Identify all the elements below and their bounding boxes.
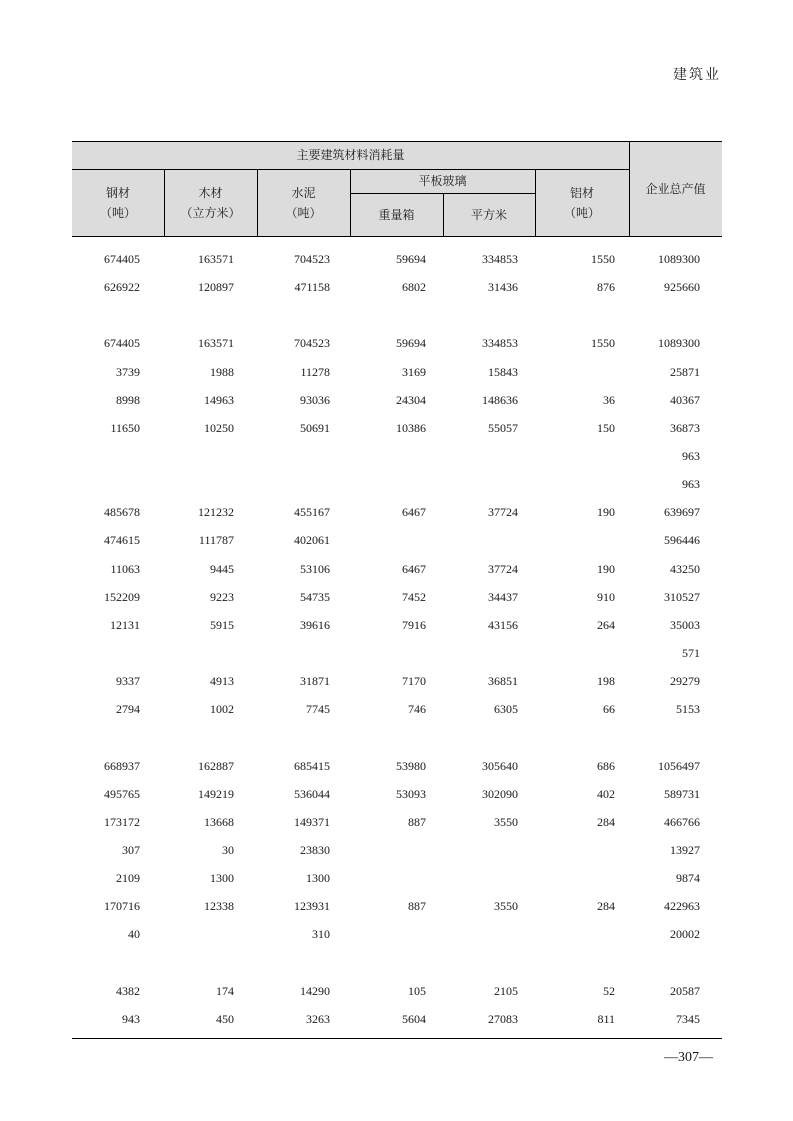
cell-steel: 674405 [104,252,140,266]
header-cement [257,169,350,237]
cell-output: 29279 [670,674,700,689]
cell-steel: 943 [122,1011,140,1026]
cell-steel: 668937 [104,758,140,773]
cell-glass-box: 24304 [396,392,426,407]
header-group-label [72,141,629,169]
cell-wood: 30 [222,842,234,857]
cell-cement: 149371 [294,814,330,829]
cell-output: 963 [682,477,700,492]
cell-glass-sqm: 3550 [494,814,518,829]
header-output-label: 企业总产值 [645,182,706,196]
table-row [72,378,722,406]
cell-glass-box: 53980 [396,758,426,773]
cell-steel: 485678 [104,505,140,520]
cell-steel: 674405 [104,336,140,351]
table-row [72,237,722,265]
cell-cement: 93036 [300,392,330,407]
cell-aluminum: 52 [603,983,615,998]
cell-output: 9874 [676,871,700,886]
cell-glass-box: 887 [408,899,426,914]
cell-glass-sqm: 334853 [482,336,518,351]
cell-glass-box: 53093 [396,786,426,801]
table-row [72,884,722,912]
cell-output: 925660 [664,280,700,295]
header-glass-sqm [443,193,535,237]
cell-cement: 1300 [306,871,330,886]
cell-cement: 31871 [300,674,330,689]
cell-glass-box: 6802 [402,280,426,295]
cell-glass-box: 3169 [402,364,426,379]
header-steel-unit: （吨） [99,206,136,220]
cell-aluminum: 811 [597,1011,615,1026]
cell-steel: 474615 [104,533,140,548]
cell-output: 963 [682,448,700,463]
cell-glass-sqm: 37724 [488,505,518,520]
cell-output: 13927 [670,842,700,857]
table-row [72,912,722,940]
cell-glass-sqm: 27083 [488,1011,518,1026]
cell-wood: 1300 [210,871,234,886]
table-row [72,265,722,293]
table-row [72,547,722,575]
cell-glass-box: 7916 [402,617,426,632]
cell-aluminum: 686 [597,758,615,773]
cell-aluminum: 66 [603,702,615,717]
cell-wood: 120897 [198,280,234,295]
table-row [72,772,722,800]
cell-glass-sqm: 43156 [488,617,518,632]
cell-output: 466766 [664,814,700,829]
table-row [72,518,722,546]
header-steel [72,169,164,237]
cell-steel: 152209 [104,589,140,604]
cell-wood: 10250 [204,420,234,435]
cell-steel: 626922 [104,280,140,295]
cell-wood: 450 [216,1011,234,1026]
cell-output: 36873 [670,420,700,435]
cell-wood: 174 [216,983,234,998]
table-row [72,856,722,884]
cell-wood: 111787 [198,533,234,548]
cell-output: 1056497 [658,758,700,773]
cell-steel: 170716 [104,899,140,914]
cell-steel: 40 [128,927,140,942]
cell-aluminum: 876 [597,280,615,295]
table-row [72,715,722,743]
cell-cement: 54735 [300,589,330,604]
table-row [72,969,722,997]
table-row [72,406,722,434]
cell-steel: 11650 [110,420,140,435]
cell-aluminum: 284 [597,814,615,829]
cell-cement: 455167 [294,505,330,520]
cell-wood: 5915 [210,617,234,632]
table-row [72,490,722,518]
header-wood [164,169,257,237]
cell-aluminum: 264 [597,617,615,632]
cell-output: 20587 [670,983,700,998]
cell-glass-box: 5604 [402,1011,426,1026]
header-wood-unit: （立方米） [180,206,241,220]
cell-aluminum: 910 [597,589,615,604]
cell-output: 589731 [664,786,700,801]
cell-steel: 495765 [104,786,140,801]
cell-cement: 536044 [294,786,330,801]
cell-output: 43250 [670,561,700,576]
cell-cement: 23830 [300,842,330,857]
table-row [72,293,722,321]
header-glass-label: 平板玻璃 [418,174,467,188]
table-row [72,744,722,772]
cell-wood: 12338 [204,899,234,914]
header-glass-box [350,193,443,237]
cell-glass-box: 7452 [402,589,426,604]
header-cement-label: 水泥 [291,186,316,200]
table-row [72,434,722,462]
cell-output: 35003 [670,617,700,632]
cell-glass-sqm: 55057 [488,420,518,435]
cell-glass-sqm: 3550 [494,899,518,914]
cell-cement: 50691 [300,420,330,435]
running-head: 建筑业 [673,67,721,83]
cell-output: 40367 [670,392,700,407]
cell-glass-box: 59694 [396,252,426,266]
header-glass-box-label: 重量箱 [378,208,415,222]
cell-steel: 9337 [116,674,140,689]
cell-wood: 162887 [198,758,234,773]
header-wood-label: 木材 [198,186,223,200]
cell-cement: 704523 [294,336,330,351]
cell-glass-sqm: 6305 [494,702,518,717]
cell-glass-box: 105 [408,983,426,998]
table-row [72,321,722,349]
table-row [72,603,722,631]
cell-steel: 12131 [110,617,140,632]
cell-glass-sqm: 37724 [488,561,518,576]
table-row [72,631,722,659]
cell-cement: 3263 [306,1011,330,1026]
cell-steel: 2109 [116,871,140,886]
cell-output: 639697 [664,505,700,520]
cell-wood: 9445 [210,561,234,576]
cell-cement: 11278 [300,364,330,379]
cell-output: 1089300 [658,336,700,351]
cell-cement: 123931 [294,899,330,914]
table-row [72,350,722,378]
cell-glass-box: 10386 [396,420,426,435]
cell-glass-box: 6467 [402,561,426,576]
header-glass [350,169,535,193]
cell-glass-sqm: 31436 [488,280,518,295]
table-row [72,687,722,715]
cell-glass-sqm: 2105 [494,983,518,998]
cell-steel: 8998 [116,392,140,407]
cell-glass-sqm: 334853 [482,252,518,266]
cell-output: 5153 [676,702,700,717]
cell-glass-box: 59694 [396,336,426,351]
table-row [72,828,722,856]
cell-cement: 14290 [300,983,330,998]
cell-cement: 402061 [294,533,330,548]
header-output [629,141,722,237]
cell-output: 20002 [670,927,700,942]
cell-glass-box: 7170 [402,674,426,689]
cell-wood: 4913 [210,674,234,689]
cell-cement: 53106 [300,561,330,576]
cell-wood: 9223 [210,589,234,604]
page-number: —307— [664,1050,713,1065]
cell-steel: 3739 [116,364,140,379]
header-aluminum-unit: （吨） [563,206,600,220]
cell-glass-sqm: 15843 [488,364,518,379]
cell-aluminum: 190 [597,561,615,576]
cell-aluminum: 190 [597,505,615,520]
cell-glass-sqm: 302090 [482,786,518,801]
table-row [72,941,722,969]
cell-output: 422963 [664,899,700,914]
table-bottom-rule [72,1038,722,1039]
cell-aluminum: 402 [597,786,615,801]
cell-aluminum: 284 [597,899,615,914]
cell-output: 7345 [676,1011,700,1026]
cell-steel: 11063 [110,561,140,576]
cell-glass-box: 887 [408,814,426,829]
cell-aluminum: 150 [597,420,615,435]
cell-glass-box: 6467 [402,505,426,520]
table-row [72,659,722,687]
cell-output: 1089300 [658,252,700,266]
table-row [72,575,722,603]
cell-glass-sqm: 305640 [482,758,518,773]
cell-cement: 704523 [294,252,330,266]
cell-wood: 149219 [198,786,234,801]
table-row [72,997,722,1025]
cell-cement: 39616 [300,617,330,632]
cell-wood: 163571 [198,336,234,351]
table-row [72,800,722,828]
header-aluminum [535,169,629,237]
cell-glass-sqm: 36851 [488,674,518,689]
cell-aluminum: 1550 [591,336,615,351]
cell-cement: 310 [312,927,330,942]
cell-output: 596446 [664,533,700,548]
header-cement-unit: （吨） [285,206,322,220]
cell-wood: 14963 [204,392,234,407]
table-header [72,141,722,237]
cell-aluminum: 36 [603,392,615,407]
header-aluminum-label: 铝材 [569,186,594,200]
cell-output: 310527 [664,589,700,604]
cell-cement: 685415 [294,758,330,773]
cell-cement: 7745 [306,702,330,717]
cell-glass-sqm: 34437 [488,589,518,604]
cell-wood: 121232 [198,505,234,520]
table-row [72,462,722,490]
cell-output: 571 [682,645,700,660]
cell-steel: 173172 [104,814,140,829]
cell-steel: 2794 [116,702,140,717]
header-group-text: 主要建筑材料消耗量 [296,148,405,162]
table-body [72,237,722,1025]
header-steel-label: 钢材 [105,186,130,200]
cell-wood: 163571 [198,252,234,266]
cell-steel: 4382 [116,983,140,998]
cell-wood: 1988 [210,364,234,379]
cell-output: 25871 [670,364,700,379]
cell-glass-sqm: 148636 [482,392,518,407]
cell-steel: 307 [122,842,140,857]
cell-aluminum: 198 [597,674,615,689]
cell-glass-box: 746 [408,702,426,717]
cell-cement: 471158 [294,280,330,295]
cell-wood: 13668 [204,814,234,829]
cell-wood: 1002 [210,702,234,717]
cell-aluminum: 1550 [591,252,615,266]
header-glass-sqm-label: 平方米 [470,208,507,222]
